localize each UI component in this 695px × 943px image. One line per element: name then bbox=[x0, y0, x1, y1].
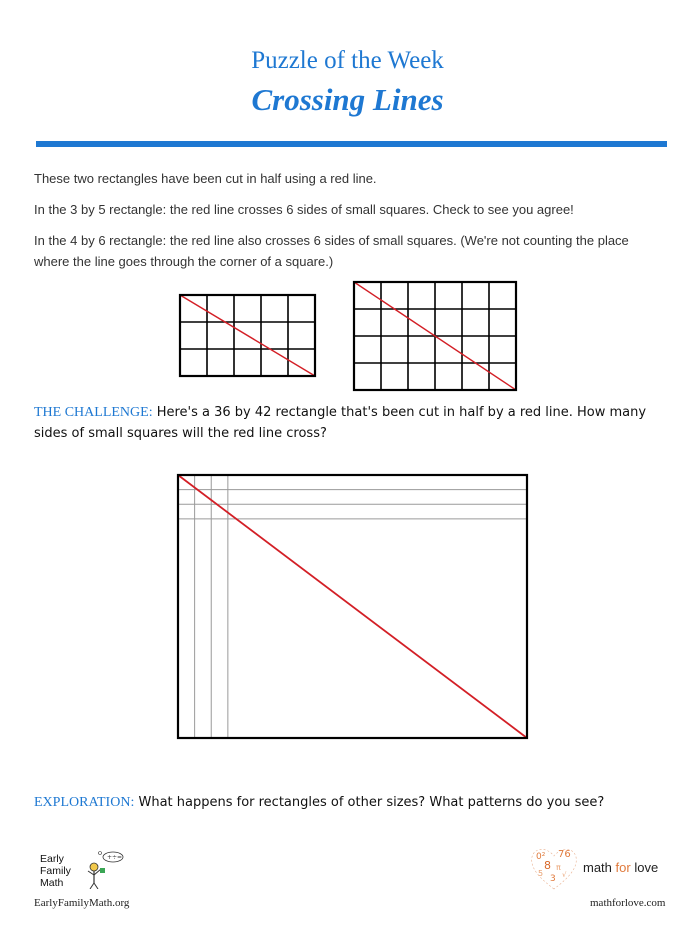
header-divider bbox=[36, 141, 667, 147]
intro-paragraph-1: These two rectangles have been cut in half using a red line. bbox=[34, 171, 377, 186]
challenge-body: Here's a 36 by 42 rectangle that's been cut in half by a red line. How many sides of small squares will the red line cross? bbox=[34, 405, 647, 441]
wordmark-math: math bbox=[583, 860, 612, 875]
exploration-text bbox=[34, 793, 674, 813]
early-family-math-logo bbox=[40, 845, 140, 893]
grid-4-by-6 bbox=[352, 280, 520, 392]
svg-text:76: 76 bbox=[558, 849, 571, 860]
svg-text:√: √ bbox=[562, 871, 567, 879]
math-for-love-wordmark bbox=[583, 860, 658, 875]
intro-paragraph-3: In the 4 by 6 rectangle: the red line also crosses 6 sides of small squares. (We're not counting the place where the line goes through the corner of a square.) bbox=[34, 233, 629, 269]
logo-line-2: Family bbox=[40, 865, 71, 877]
svg-text:3: 3 bbox=[550, 874, 556, 884]
challenge-text bbox=[34, 402, 664, 444]
svg-text:π: π bbox=[556, 863, 561, 872]
wordmark-love: love bbox=[634, 860, 659, 875]
logo-line-3: Math bbox=[40, 877, 64, 889]
math-for-love-logo bbox=[528, 843, 678, 893]
heart-numbers-icon bbox=[528, 843, 580, 893]
exploration-label: EXPLORATION: bbox=[34, 795, 135, 810]
challenge-label: THE CHALLENGE: bbox=[34, 405, 153, 420]
intro-paragraph-2: In the 3 by 5 rectangle: the red line crosses 6 sides of small squares. Check to see you agree! bbox=[34, 202, 574, 217]
svg-text:5: 5 bbox=[538, 869, 544, 878]
logo-line-1: Early bbox=[40, 853, 64, 865]
grid-3-by-5 bbox=[178, 293, 318, 379]
page-title: Crossing Lines bbox=[251, 82, 444, 117]
svg-text:8: 8 bbox=[544, 859, 551, 872]
svg-text:0²: 0² bbox=[536, 852, 546, 862]
grid-36-by-42 bbox=[176, 473, 530, 741]
exploration-body: What happens for rectangles of other sizes? What patterns do you see? bbox=[134, 795, 605, 810]
child-figure-icon bbox=[80, 845, 140, 889]
svg-text:+÷=: +÷= bbox=[107, 854, 123, 861]
red-diagonal-line bbox=[180, 295, 315, 376]
math-for-love-url[interactable]: mathforlove.com bbox=[590, 897, 666, 909]
page-subtitle: Puzzle of the Week bbox=[251, 47, 444, 74]
red-diagonal-line bbox=[178, 475, 527, 738]
early-family-math-url[interactable]: EarlyFamilyMath.org bbox=[34, 897, 130, 909]
wordmark-for: for bbox=[615, 860, 631, 875]
